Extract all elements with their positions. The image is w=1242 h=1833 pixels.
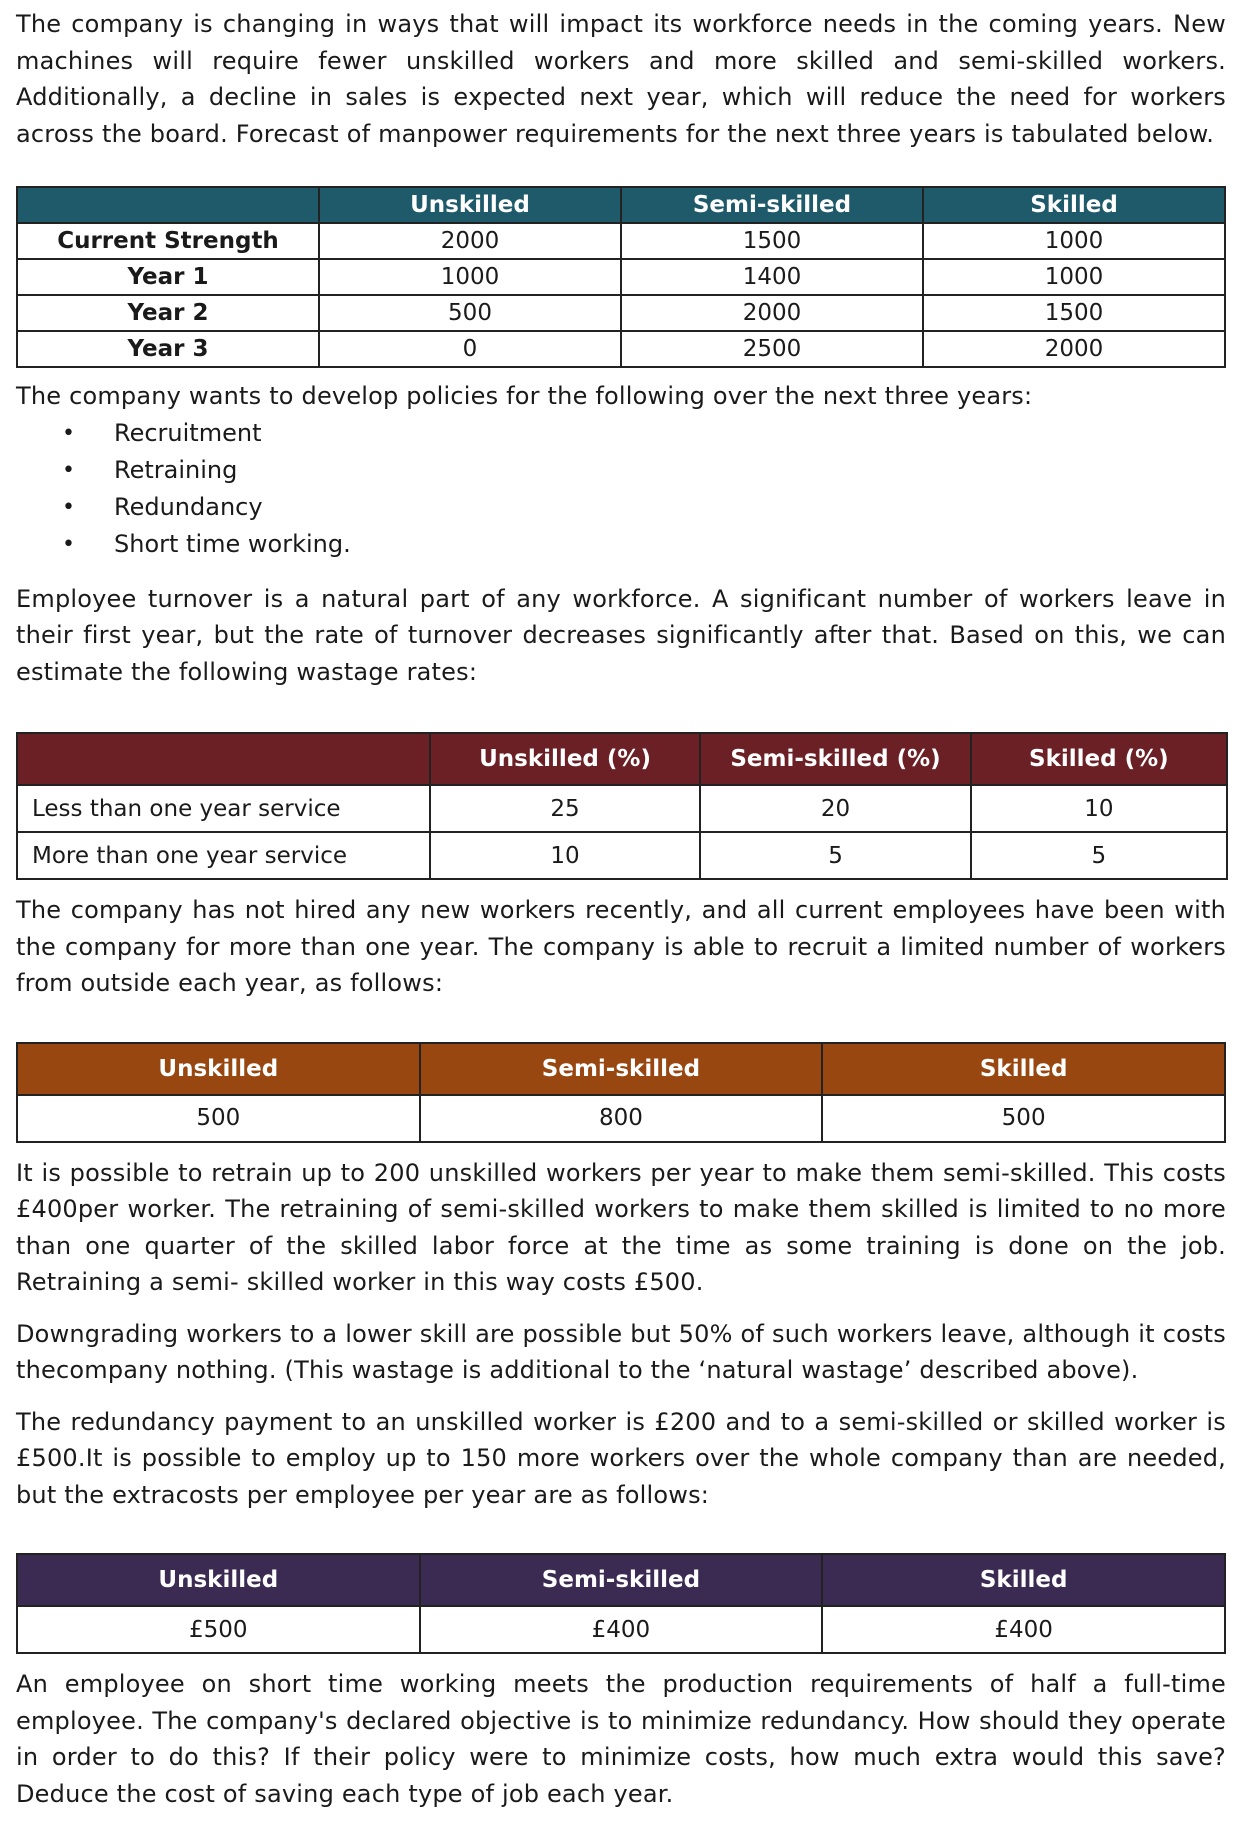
table-header-cell: Skilled (%) — [971, 733, 1227, 785]
table-cell: 5 — [700, 832, 970, 879]
table-row — [17, 331, 1225, 367]
downgrading-paragraph: Downgrading workers to a lower skill are possible but 50% of such workers leave, although it costs thecompany nothing. (This wastage is additional to the ‘natural wastage’ described above). — [16, 1319, 1226, 1384]
recruitment-limits-table — [16, 1042, 1226, 1143]
table-cell: 1000 — [923, 259, 1225, 295]
recruitment-paragraph: The company has not hired any new workers recently, and all current employees have been with the company for more than one year. The company is able to recruit a limited number of workers from outside each year, as follows: — [16, 896, 1226, 997]
manpower-requirements-table — [16, 186, 1226, 368]
bullet-icon: • — [62, 494, 75, 520]
table-row — [17, 1095, 1225, 1142]
table-cell: 0 — [319, 331, 621, 367]
table-cell: 5 — [971, 832, 1227, 879]
table-cell: 500 — [319, 295, 621, 331]
row-label: Year 3 — [17, 331, 319, 367]
table-cell: 25 — [430, 785, 700, 832]
table-cell: £500 — [17, 1606, 420, 1653]
table-cell: 1000 — [319, 259, 621, 295]
table-row — [17, 223, 1225, 259]
table-row — [17, 295, 1225, 331]
table-cell: 2000 — [923, 331, 1225, 367]
table-cell: 1500 — [621, 223, 923, 259]
table-header-cell: Skilled — [822, 1043, 1225, 1095]
table-row — [17, 832, 1227, 879]
policies-list — [16, 415, 1226, 563]
table-header-cell: Semi-skilled — [621, 187, 923, 223]
table-cell: 10 — [971, 785, 1227, 832]
table-cell: 2000 — [319, 223, 621, 259]
table-cell: 2000 — [621, 295, 923, 331]
row-label: Year 1 — [17, 259, 319, 295]
table-header-row — [17, 1043, 1225, 1095]
table-header-cell — [17, 187, 319, 223]
table-header-row — [17, 1554, 1225, 1606]
table-cell: 500 — [17, 1095, 420, 1142]
document-page — [16, 0, 1226, 1812]
list-item — [62, 415, 1226, 452]
extra-costs-table — [16, 1553, 1226, 1654]
table-cell: 1000 — [923, 223, 1225, 259]
table-header-row — [17, 733, 1227, 785]
turnover-paragraph: Employee turnover is a natural part of any workforce. A significant number of workers leave in their first year, but the rate of turnover decreases significantly after that. Based on this, we can estimate the following wastage rates: — [16, 584, 1226, 686]
table-cell: 500 — [822, 1095, 1225, 1142]
table-header-cell: Skilled — [923, 187, 1225, 223]
table-cell: 10 — [430, 832, 700, 879]
table-cell: £400 — [822, 1606, 1225, 1653]
bullet-icon: • — [62, 420, 75, 446]
table-cell: 1400 — [621, 259, 923, 295]
table-header-cell — [17, 733, 430, 785]
policies-intro: The company wants to develop policies for the following over the next three years: — [16, 382, 1033, 410]
row-label: Year 2 — [17, 295, 319, 331]
wastage-rates-table — [16, 732, 1228, 880]
redundancy-paragraph: The redundancy payment to an unskilled worker is £200 and to a semi-skilled or skilled worker is £500.It is possible to employ up to 150 more workers over the whole company than are needed, but the extracosts per employee per year are as follows: — [16, 1407, 1226, 1509]
list-item — [62, 526, 1226, 563]
table-header-cell: Unskilled — [17, 1043, 420, 1095]
table-header-cell: Unskilled — [17, 1554, 420, 1606]
intro-paragraph: The company is changing in ways that will impact its workforce needs in the coming years. New machines will require fewer unskilled workers and more skilled and semi-skilled workers. Additionally, a decline in sales is expected next year, which will reduce the need for workers across the board. Forecast of manpower requirements for the next three years is tabulated below. — [16, 10, 1226, 148]
table-row — [17, 1606, 1225, 1653]
table-header-row — [17, 187, 1225, 223]
list-item — [62, 452, 1226, 489]
row-label: Current Strength — [17, 223, 319, 259]
table-cell: £400 — [420, 1606, 823, 1653]
closing-paragraph: An employee on short time working meets the production requirements of half a full-time employee. The company's declared objective is to minimize redundancy. How should they operate in order to do this? If their policy were to minimize costs, how much extra would this save? Deduce the cost of saving each type of job each year. — [16, 1670, 1226, 1808]
list-item — [62, 489, 1226, 526]
table-header-cell: Semi-skilled — [420, 1554, 823, 1606]
list-item-text: Recruitment — [114, 418, 262, 447]
table-cell: 800 — [420, 1095, 823, 1142]
list-item-text: Redundancy — [114, 492, 263, 521]
row-label: Less than one year service — [17, 785, 430, 832]
table-cell: 20 — [700, 785, 970, 832]
row-label: More than one year service — [17, 832, 430, 879]
table-cell: 2500 — [621, 331, 923, 367]
table-header-cell: Skilled — [822, 1554, 1225, 1606]
table-header-cell: Unskilled — [319, 187, 621, 223]
table-header-cell: Unskilled (%) — [430, 733, 700, 785]
retraining-paragraph: It is possible to retrain up to 200 unskilled workers per year to make them semi-skilled. This costs £400per worker. The retraining of semi-skilled workers to make them skilled is limited to no more than one quarter of the skilled labor force at the time as some training is done on the job. Retraining a semi- skilled worker in this way costs £500. — [16, 1158, 1226, 1296]
table-header-cell: Semi-skilled — [420, 1043, 823, 1095]
table-row — [17, 785, 1227, 832]
table-header-cell: Semi-skilled (%) — [700, 733, 970, 785]
list-item-text: Retraining — [114, 455, 238, 484]
list-item-text: Short time working. — [114, 529, 351, 558]
table-cell: 1500 — [923, 295, 1225, 331]
table-row — [17, 259, 1225, 295]
bullet-icon: • — [62, 457, 75, 483]
bullet-icon: • — [62, 531, 75, 557]
